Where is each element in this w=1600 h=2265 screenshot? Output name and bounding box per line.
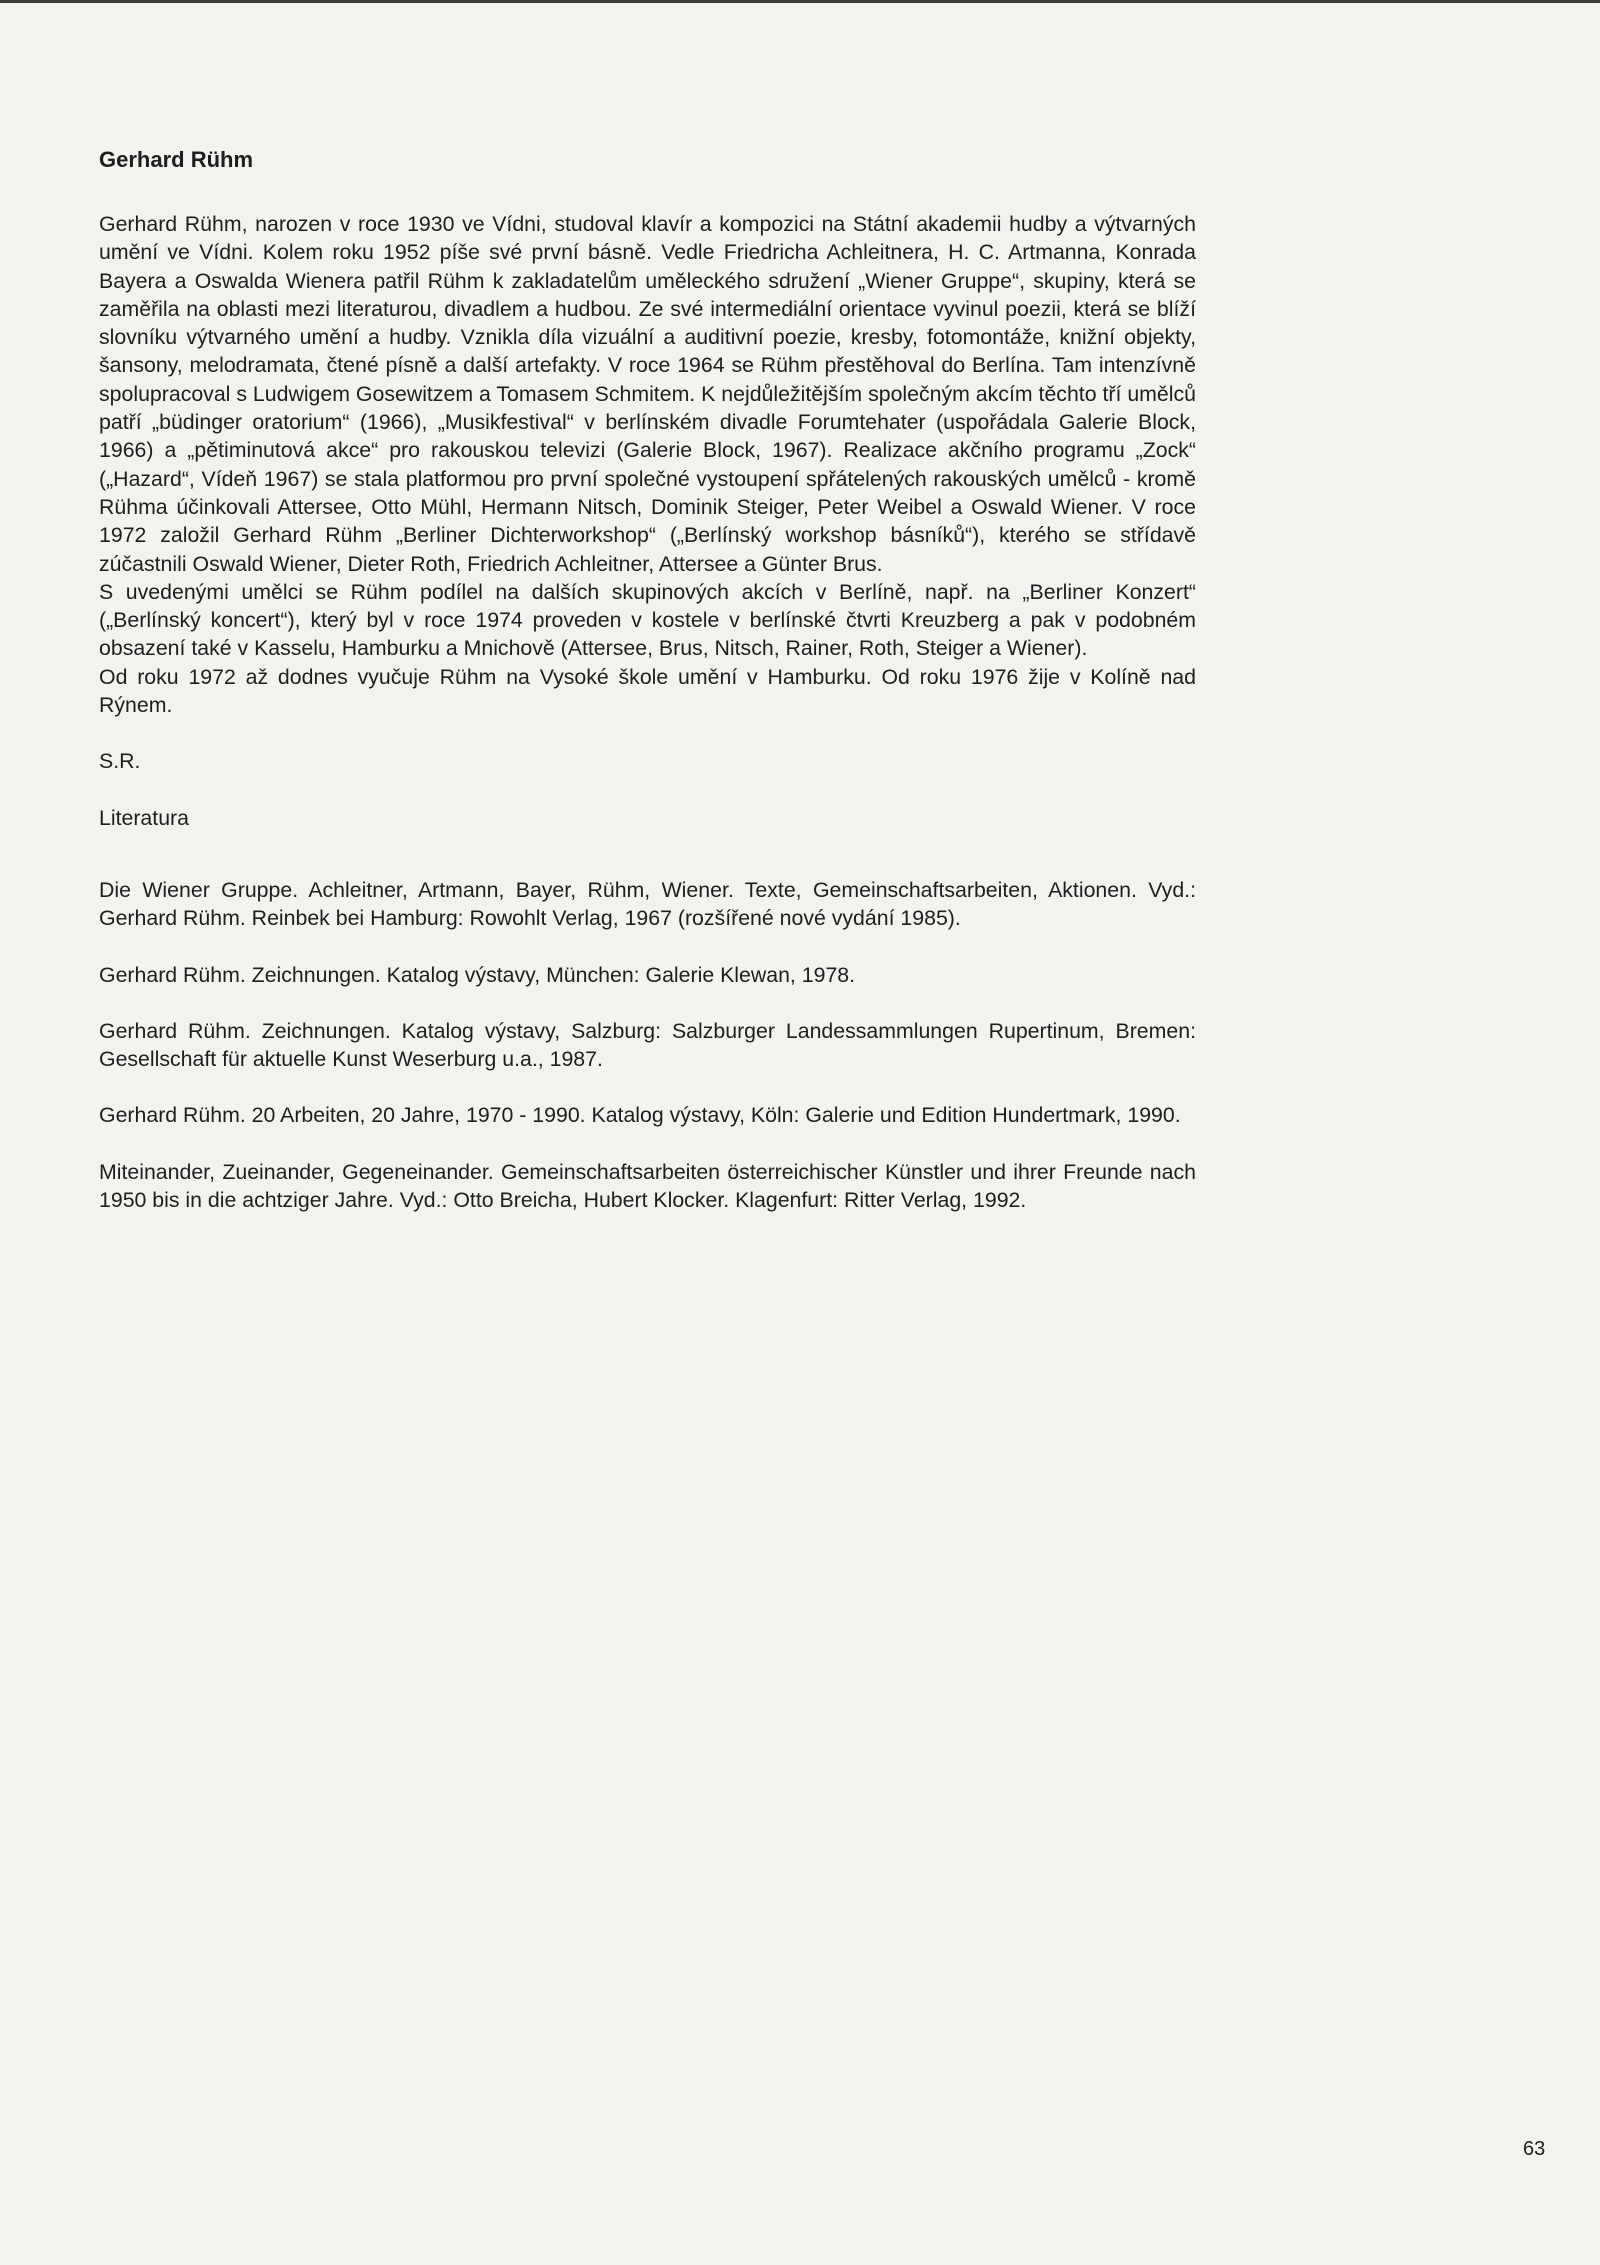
literature-heading: Literatura <box>99 805 189 830</box>
reference-item: Gerhard Rühm. Zeichnungen. Katalog výstavy, Salzburg: Salzburger Landessammlungen Rupertinum, Bremen: Gesellschaft für aktuelle Kunst Weserburg u.a., 1987. <box>99 1018 1196 1072</box>
biography-paragraph: S uvedenými umělci se Rühm podílel na dalších skupinových akcích v Berlíně, např. na „Berliner Konzert“ („Berlínský koncert“), který byl v roce 1974 proveden v kostele v berlínské čtvrti Kreuzberg a pak v podobném obsazení také v Kasselu, Hamburku a Mnichově (Attersee, Brus, Nitsch, Rainer, Roth, Steiger a Wiener). <box>99 579 1196 661</box>
page-number: 63 <box>1523 2138 1546 2160</box>
page-title: Gerhard Rühm <box>99 147 254 172</box>
reference-item: Miteinander, Zueinander, Gegeneinander. Gemeinschaftsarbeiten österreichischer Künstler und ihrer Freunde nach 1950 bis in die achtziger Jahre. Vyd.: Otto Breicha, Hubert Klocker. Klagenfurt: Ritter Verlag, 1992. <box>99 1159 1196 1213</box>
author-initials: S.R. <box>99 749 141 774</box>
page-top-edge <box>0 0 1600 3</box>
document-page <box>99 146 1196 1214</box>
reference-item: Gerhard Rühm. 20 Arbeiten, 20 Jahre, 1970 - 1990. Katalog výstavy, Köln: Galerie und Edition Hundertmark, 1990. <box>99 1103 1181 1128</box>
biography-paragraph: Od roku 1972 až dodnes vyučuje Rühm na Vysoké škole umění v Hamburku. Od roku 1976 žije v Kolíně nad Rýnem. <box>99 664 1196 718</box>
reference-item: Die Wiener Gruppe. Achleitner, Artmann, Bayer, Rühm, Wiener. Texte, Gemeinschaftsarbeiten, Aktionen. Vyd.: Gerhard Rühm. Reinbek bei Hamburg: Rowohlt Verlag, 1967 (rozšířené nové vydání 1985). <box>99 877 1196 931</box>
reference-item: Gerhard Rühm. Zeichnungen. Katalog výstavy, München: Galerie Klewan, 1978. <box>99 962 856 987</box>
biography-paragraph: Gerhard Rühm, narozen v roce 1930 ve Vídni, studoval klavír a kompozici na Státní akademii hudby a výtvarných umění ve Vídni. Kolem roku 1952 píše své první básně. Vedle Friedricha Achleitnera, H. C. Artmanna, Konrada Bayera a Oswalda Wienera patřil Rühm k zakladatelům uměleckého sdružení „Wiener Gruppe“, skupiny, která se zaměřila na oblasti mezi literaturou, divadlem a hudbou. Ze své intermediální orientace vyvinul poezii, která se blíží slovníku výtvarného umění a hudby. Vznikla díla vizuální a auditivní poezie, kresby, fotomontáže, knižní objekty, šansony, melodramata, čtené písně a další artefakty. V roce 1964 se Rühm přestěhoval do Berlína. Tam intenzívně spolupracoval s Ludwigem Gosewitzem a Tomasem Schmitem. K nejdůležitějším společným akcím těchto tří umělců patří „büdinger oratorium“ (1966), „Musikfestival“ v berlínském divadle Forumtehater (uspořádala Galerie Block, 1966) a „pětiminutová akce“ pro rakouskou televizi (Galerie Block, 1967). Realizace akčního programu „Zock“ („Hazard“, Vídeň 1967) se stala platformou pro první společné vystoupení spřátelených rakouských umělců - kromě Rühma účinkovali Attersee, Otto Mühl, Hermann Nitsch, Dominik Steiger, Peter Weibel a Oswald Wiener. V roce 1972 založil Gerhard Rühm „Berliner Dichterworkshop“ („Berlínský workshop básníků“), kterého se střídavě zúčastnili Oswald Wiener, Dieter Roth, Friedrich Achleitner, Attersee a Günter Brus. <box>99 212 1196 576</box>
